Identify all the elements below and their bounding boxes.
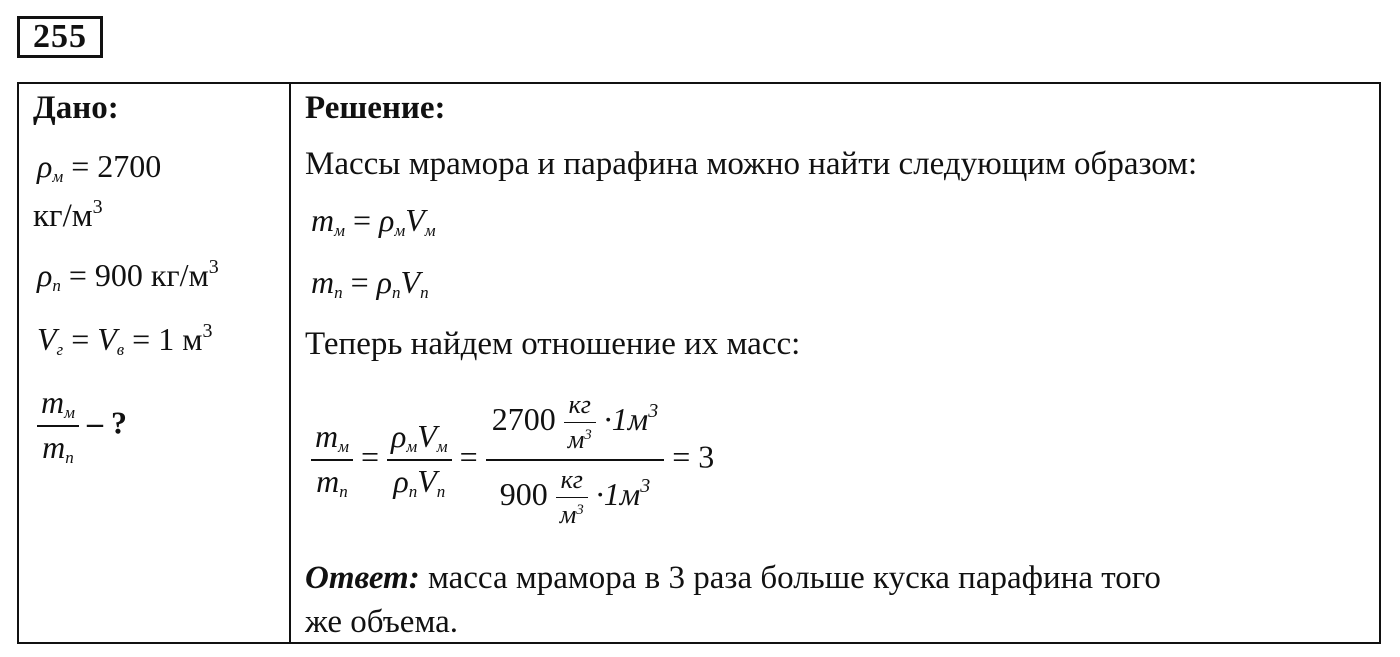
problem-number: 255 — [17, 16, 103, 58]
solution-intro: Массы мрамора и парафина можно найти следующим образом: — [305, 146, 1198, 182]
solution-header: Решение: — [305, 90, 446, 126]
given-header: Дано: — [33, 90, 119, 126]
ratio-result: = 3 — [672, 438, 715, 475]
ratio-density-fraction: $\frac{\rho_мV_м}{\rho_пV_п}$ — [387, 418, 452, 502]
numerator-value: 2700 — [491, 400, 556, 437]
paraffin-mass-formula: $m_п = \rho_пV_п$ — [311, 264, 429, 302]
unit-kg-bottom: кг — [556, 465, 588, 498]
given-question — [37, 384, 127, 468]
unit-m3-top: м — [567, 425, 585, 454]
ratio-lhs-fraction: $\frac{m_м}{m_п}$ — [311, 418, 353, 502]
volume-value: = 1 м — [132, 321, 203, 357]
given-column — [19, 84, 289, 642]
solution-column — [291, 84, 1379, 642]
answer-line-1 — [305, 560, 1161, 597]
solution-table — [17, 82, 1381, 644]
marble-density-unit-text: кг/м — [33, 198, 93, 234]
numerator-unit-fraction: $\frac{кг}{м^3}$ — [564, 390, 596, 455]
denominator-value: 900 — [499, 475, 548, 512]
marble-density-value: = 2700 — [71, 148, 162, 184]
paraffin-density-value: = 900 кг/м — [68, 257, 209, 293]
marble-mass-formula: $m_м = \rho_мV_м$ — [311, 202, 436, 240]
given-volumes: $V_г = V_в = 1$ $м^3$ — [37, 320, 213, 359]
answer-line-2: же объема. — [305, 604, 458, 640]
unit-kg-top: кг — [564, 390, 596, 423]
given-marble-density-unit: $кг/м^3$ — [33, 196, 103, 234]
ratio-equation: $\frac{m_м}{m_п}$ = $\frac{\rho_мV_м}{\rho_пV_п}$ = 2700 $\frac{кг}{м^3}$ $\cdot 1м^3$ 900 $\frac{кг}{м^3}$ $\cdot 1м^3$ = 3 — [311, 390, 714, 530]
unit-m3-bottom: м — [559, 500, 577, 529]
answer-label: Ответ: — [305, 560, 420, 596]
given-paraffin-density: $\rho_п = 900$ $кг/м^3$ — [37, 256, 219, 295]
ratio-numeric-fraction — [486, 390, 665, 530]
ratio-intro: Теперь найдем отношение их масс: — [305, 326, 801, 362]
mass-ratio-fraction: $\frac{m_м}{m_п}$ — [37, 384, 79, 468]
question-mark: – ? — [86, 404, 127, 441]
denominator-volume: $\cdot 1м^3$ — [595, 474, 651, 512]
denominator-unit-fraction: $\frac{кг}{м^3}$ — [556, 465, 588, 530]
numerator-volume: $\cdot 1м^3$ — [603, 399, 659, 437]
given-marble-density: $\rho_м = 2700$ — [37, 148, 162, 186]
answer-text-1: масса мрамора в 3 раза больше куска парафина того — [419, 560, 1161, 596]
